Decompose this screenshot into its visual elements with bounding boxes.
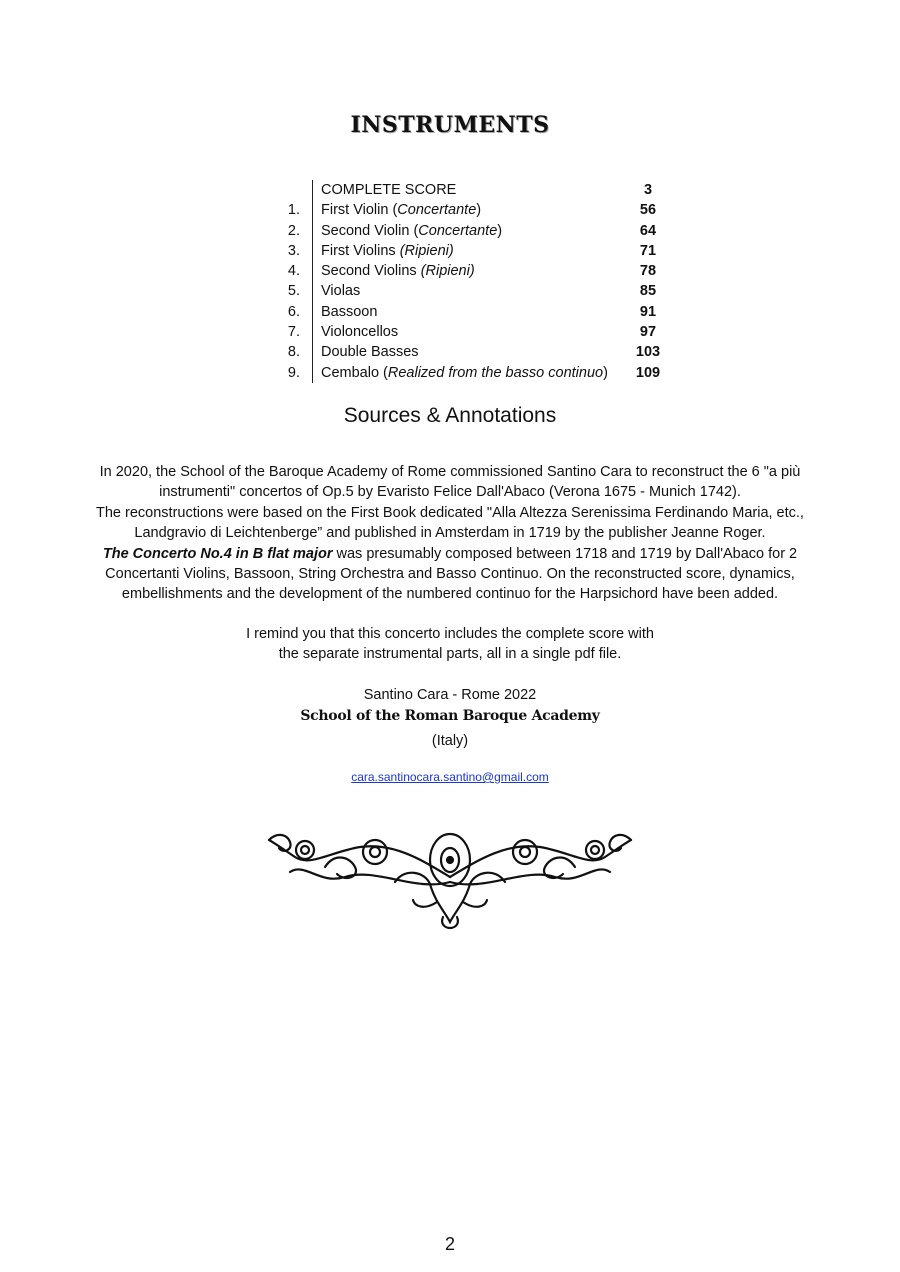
country: (Italy): [431, 733, 469, 749]
toc-label: First Violins (Ripieni): [312, 241, 627, 261]
toc-label: First Violin (Concertante): [312, 200, 627, 220]
toc-page: 91: [639, 303, 657, 320]
toc-row: [270, 281, 690, 301]
note-paragraph: I remind you that this concerto includes the complete score with the separate instrumental parts, all in a single pdf file.: [246, 626, 654, 663]
toc-row: [270, 180, 690, 200]
toc-number: 3.: [287, 242, 300, 259]
toc-page: 109: [635, 364, 661, 381]
toc-number: 2.: [287, 222, 300, 239]
toc-page: 56: [639, 202, 657, 219]
toc-page: 97: [639, 324, 657, 341]
toc-label: Cembalo (Realized from the basso continuo): [312, 363, 627, 383]
toc-row: [270, 363, 690, 383]
toc-label: COMPLETE SCORE: [312, 180, 627, 200]
toc-row: [270, 342, 690, 362]
toc-page: 78: [639, 263, 657, 280]
toc-label: Second Violins (Ripieni): [312, 261, 627, 281]
toc-number: 6.: [287, 303, 300, 320]
sources-heading: Sources & Annotations: [343, 404, 557, 427]
toc-row: [270, 302, 690, 322]
email-link[interactable]: cara.santinocara.santino@gmail.com: [351, 770, 549, 784]
page-title: INSTRUMENTS: [350, 112, 550, 138]
toc-label: Bassoon: [312, 302, 627, 322]
baroque-ornament-icon: [265, 822, 635, 932]
toc-label: Violoncellos: [312, 322, 627, 342]
toc-label: Double Basses: [312, 342, 627, 362]
toc-page: 3: [643, 182, 653, 198]
toc-row: [270, 322, 690, 342]
toc-number: 1.: [287, 202, 300, 219]
toc-number: 4.: [287, 263, 300, 280]
toc-number: 5.: [287, 283, 300, 300]
toc-row: [270, 221, 690, 241]
instrument-list: [270, 180, 690, 383]
toc-row: [270, 241, 690, 261]
toc-page: 64: [639, 222, 657, 239]
toc-number: 9.: [287, 364, 300, 381]
toc-row: [270, 200, 690, 220]
toc-number: [270, 180, 312, 200]
toc-page: 71: [639, 242, 657, 259]
intro-paragraph: In 2020, the School of the Baroque Academy of Rome commissioned Santino Cara to reconstruct the 6 "a più instrumenti" concertos of Op.5 by Evaristo Felice Dall'Abaco (Verona 1675 - Munich 1742). The reconstructions were based on the First Book dedicated "Alla Altezza Serenissima Ferdinando Maria, etc., Landgravio di Leichtenberge” and published in Amsterdam in 1719 by the publisher Jeanne Roger. The Concerto No.4 in B flat major was presumably composed between 1718 and 1719 by Dall'Abaco for 2 Concertanti Violins, Bassoon, String Orchestra and Basso Continuo. On the reconstructed score, dynamics, embellishments and the development of the numbered continuo for the Harpsichord have been added.: [96, 464, 804, 603]
page-number: 2: [444, 1234, 455, 1254]
toc-label: Violas: [312, 281, 627, 301]
toc-number: 7.: [287, 324, 300, 341]
toc-number: 8.: [287, 344, 300, 361]
signature: Santino Cara - Rome 2022: [363, 687, 537, 703]
school-name: School of the Roman Baroque Academy: [300, 708, 600, 724]
toc-page: 85: [639, 283, 657, 300]
toc-row: [270, 261, 690, 281]
toc-label: Second Violin (Concertante): [312, 221, 627, 241]
toc-page: 103: [635, 344, 661, 361]
